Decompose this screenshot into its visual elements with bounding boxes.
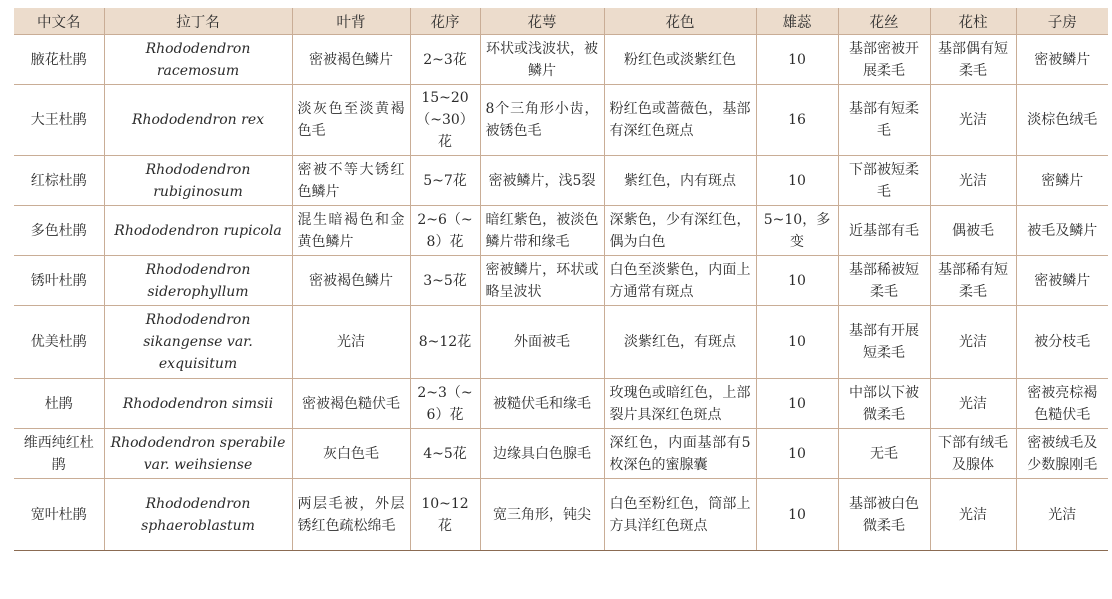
leaf-cell: 密被不等大锈红色鳞片 — [292, 156, 410, 206]
filament-cell: 近基部有毛 — [838, 206, 930, 256]
stamen-cell: 10 — [756, 35, 838, 85]
latin-line: Rhododendron — [145, 161, 251, 178]
style-cell: 光洁 — [930, 479, 1016, 551]
cn-name-cell: 宽叶杜鹃 — [14, 479, 104, 551]
header-inflorescence: 花序 — [410, 8, 480, 35]
filament-cell: 基部有短柔毛 — [838, 85, 930, 156]
cn-name-cell: 优美杜鹃 — [14, 306, 104, 379]
table-row — [14, 206, 1108, 256]
cn-name-cell: 大王杜鹃 — [14, 85, 104, 156]
style-cell: 基部稀有短柔毛 — [930, 256, 1016, 306]
color-cell: 粉红色或蔷薇色，基部有深红色斑点 — [604, 85, 756, 156]
leaf-cell: 淡灰色至淡黄褐色毛 — [292, 85, 410, 156]
stamen-cell: 10 — [756, 306, 838, 379]
stamen-cell: 5~10，多变 — [756, 206, 838, 256]
latin-line: Rhododendron rex — [131, 112, 265, 128]
style-cell: 基部偶有短柔毛 — [930, 35, 1016, 85]
latin-line: siderophyllum — [147, 283, 249, 300]
style-cell: 光洁 — [930, 379, 1016, 429]
filament-cell: 下部被短柔毛 — [838, 156, 930, 206]
style-cell: 下部有绒毛及腺体 — [930, 429, 1016, 479]
style-cell: 光洁 — [930, 156, 1016, 206]
inflorescence-cell: 8~12花 — [410, 306, 480, 379]
stamen-cell: 10 — [756, 479, 838, 551]
latin-line: var. weihsiense — [143, 456, 253, 473]
stamen-cell: 16 — [756, 85, 838, 156]
leaf-cell: 密被褐色糙伏毛 — [292, 379, 410, 429]
latin-name-cell — [104, 379, 292, 429]
ovary-cell: 密被绒毛及少数腺刚毛 — [1016, 429, 1108, 479]
latin-name-cell — [104, 429, 292, 479]
color-cell: 深红色，内面基部有5枚深色的蜜腺囊 — [604, 429, 756, 479]
cn-name-cell: 维西纯红杜鹃 — [14, 429, 104, 479]
table-row — [14, 306, 1108, 379]
table-row — [14, 429, 1108, 479]
inflorescence-cell: 5~7花 — [410, 156, 480, 206]
cn-name-cell: 杜鹃 — [14, 379, 104, 429]
header-leaf-back: 叶背 — [292, 8, 410, 35]
latin-line: exquisitum — [158, 356, 238, 372]
leaf-cell: 密被褐色鳞片 — [292, 256, 410, 306]
color-cell: 淡紫红色，有斑点 — [604, 306, 756, 379]
stamen-cell: 10 — [756, 256, 838, 306]
style-cell: 光洁 — [930, 85, 1016, 156]
color-cell: 白色至粉红色，筒部上方具洋红色斑点 — [604, 479, 756, 551]
ovary-cell: 被毛及鳞片 — [1016, 206, 1108, 256]
inflorescence-cell: 15~20（~30）花 — [410, 85, 480, 156]
latin-line: Rhododendron simsii — [122, 395, 274, 412]
latin-name-cell — [104, 156, 292, 206]
color-cell: 深紫色，少有深红色，偶为白色 — [604, 206, 756, 256]
table-row — [14, 479, 1108, 551]
header-style: 花柱 — [930, 8, 1016, 35]
inflorescence-cell: 2~6（~8）花 — [410, 206, 480, 256]
cn-name-cell: 红棕杜鹃 — [14, 156, 104, 206]
latin-line: Rhododendron — [145, 40, 251, 57]
calyx-cell: 8个三角形小齿，被锈色毛 — [480, 85, 604, 156]
style-cell: 偶被毛 — [930, 206, 1016, 256]
calyx-cell: 密被鳞片，环状或略呈波状 — [480, 256, 604, 306]
calyx-cell: 边缘具白色腺毛 — [480, 429, 604, 479]
table-row — [14, 35, 1108, 85]
filament-cell: 无毛 — [838, 429, 930, 479]
inflorescence-cell: 2~3花 — [410, 35, 480, 85]
inflorescence-cell: 4~5花 — [410, 429, 480, 479]
filament-cell: 基部被白色微柔毛 — [838, 479, 930, 551]
ovary-cell: 淡棕色绒毛 — [1016, 85, 1108, 156]
ovary-cell: 密鳞片 — [1016, 156, 1108, 206]
latin-line: sphaeroblastum — [141, 517, 255, 534]
header-filament: 花丝 — [838, 8, 930, 35]
species-table-container — [14, 8, 1098, 551]
color-cell: 白色至淡紫色，内面上方通常有斑点 — [604, 256, 756, 306]
latin-line: sikangense var. — [143, 334, 253, 350]
leaf-cell: 混生暗褐色和金黄色鳞片 — [292, 206, 410, 256]
header-calyx: 花萼 — [480, 8, 604, 35]
leaf-cell: 灰白色毛 — [292, 429, 410, 479]
latin-line: racemosum — [156, 62, 240, 79]
latin-name-cell — [104, 256, 292, 306]
latin-line: Rhododendron — [145, 312, 251, 328]
ovary-cell: 被分枝毛 — [1016, 306, 1108, 379]
latin-name-cell — [104, 206, 292, 256]
style-cell: 光洁 — [930, 306, 1016, 379]
latin-line: Rhododendron sperabile — [110, 434, 286, 451]
ovary-cell: 密被亮棕褐色糙伏毛 — [1016, 379, 1108, 429]
latin-line: rubiginosum — [153, 183, 243, 200]
table-row — [14, 85, 1108, 156]
color-cell: 粉红色或淡紫红色 — [604, 35, 756, 85]
inflorescence-cell: 10~12花 — [410, 479, 480, 551]
stamen-cell: 10 — [756, 429, 838, 479]
calyx-cell: 外面被毛 — [480, 306, 604, 379]
calyx-cell: 密被鳞片，浅5裂 — [480, 156, 604, 206]
calyx-cell: 暗红紫色，被淡色鳞片带和缘毛 — [480, 206, 604, 256]
cn-name-cell: 多色杜鹃 — [14, 206, 104, 256]
cn-name-cell: 腋花杜鹃 — [14, 35, 104, 85]
filament-cell: 基部稀被短柔毛 — [838, 256, 930, 306]
color-cell: 玫瑰色或暗红色，上部裂片具深红色斑点 — [604, 379, 756, 429]
table-row — [14, 379, 1108, 429]
header-row — [14, 8, 1108, 35]
filament-cell: 中部以下被微柔毛 — [838, 379, 930, 429]
ovary-cell: 密被鳞片 — [1016, 256, 1108, 306]
leaf-cell: 两层毛被，外层锈红色疏松绵毛 — [292, 479, 410, 551]
calyx-cell: 环状或浅波状，被鳞片 — [480, 35, 604, 85]
cn-name-cell: 锈叶杜鹃 — [14, 256, 104, 306]
calyx-cell: 被糙伏毛和缘毛 — [480, 379, 604, 429]
leaf-cell: 密被褐色鳞片 — [292, 35, 410, 85]
stamen-cell: 10 — [756, 379, 838, 429]
latin-name-cell — [104, 85, 292, 156]
color-cell: 紫红色，内有斑点 — [604, 156, 756, 206]
header-flower-color: 花色 — [604, 8, 756, 35]
header-stamen: 雄蕊 — [756, 8, 838, 35]
ovary-cell: 密被鳞片 — [1016, 35, 1108, 85]
calyx-cell: 宽三角形，钝尖 — [480, 479, 604, 551]
leaf-cell: 光洁 — [292, 306, 410, 379]
latin-line: Rhododendron rupicola — [114, 222, 282, 239]
rhododendron-table — [14, 8, 1108, 551]
inflorescence-cell: 2~3（~6）花 — [410, 379, 480, 429]
filament-cell: 基部有开展短柔毛 — [838, 306, 930, 379]
latin-name-cell — [104, 35, 292, 85]
ovary-cell: 光洁 — [1016, 479, 1108, 551]
header-ovary: 子房 — [1016, 8, 1108, 35]
header-latin-name: 拉丁名 — [104, 8, 292, 35]
table-row — [14, 156, 1108, 206]
filament-cell: 基部密被开展柔毛 — [838, 35, 930, 85]
stamen-cell: 10 — [756, 156, 838, 206]
latin-name-cell — [104, 479, 292, 551]
latin-line: Rhododendron — [145, 261, 251, 278]
latin-name-cell — [104, 306, 292, 379]
table-row — [14, 256, 1108, 306]
header-cn-name: 中文名 — [14, 8, 104, 35]
latin-line: Rhododendron — [145, 495, 251, 512]
inflorescence-cell: 3~5花 — [410, 256, 480, 306]
